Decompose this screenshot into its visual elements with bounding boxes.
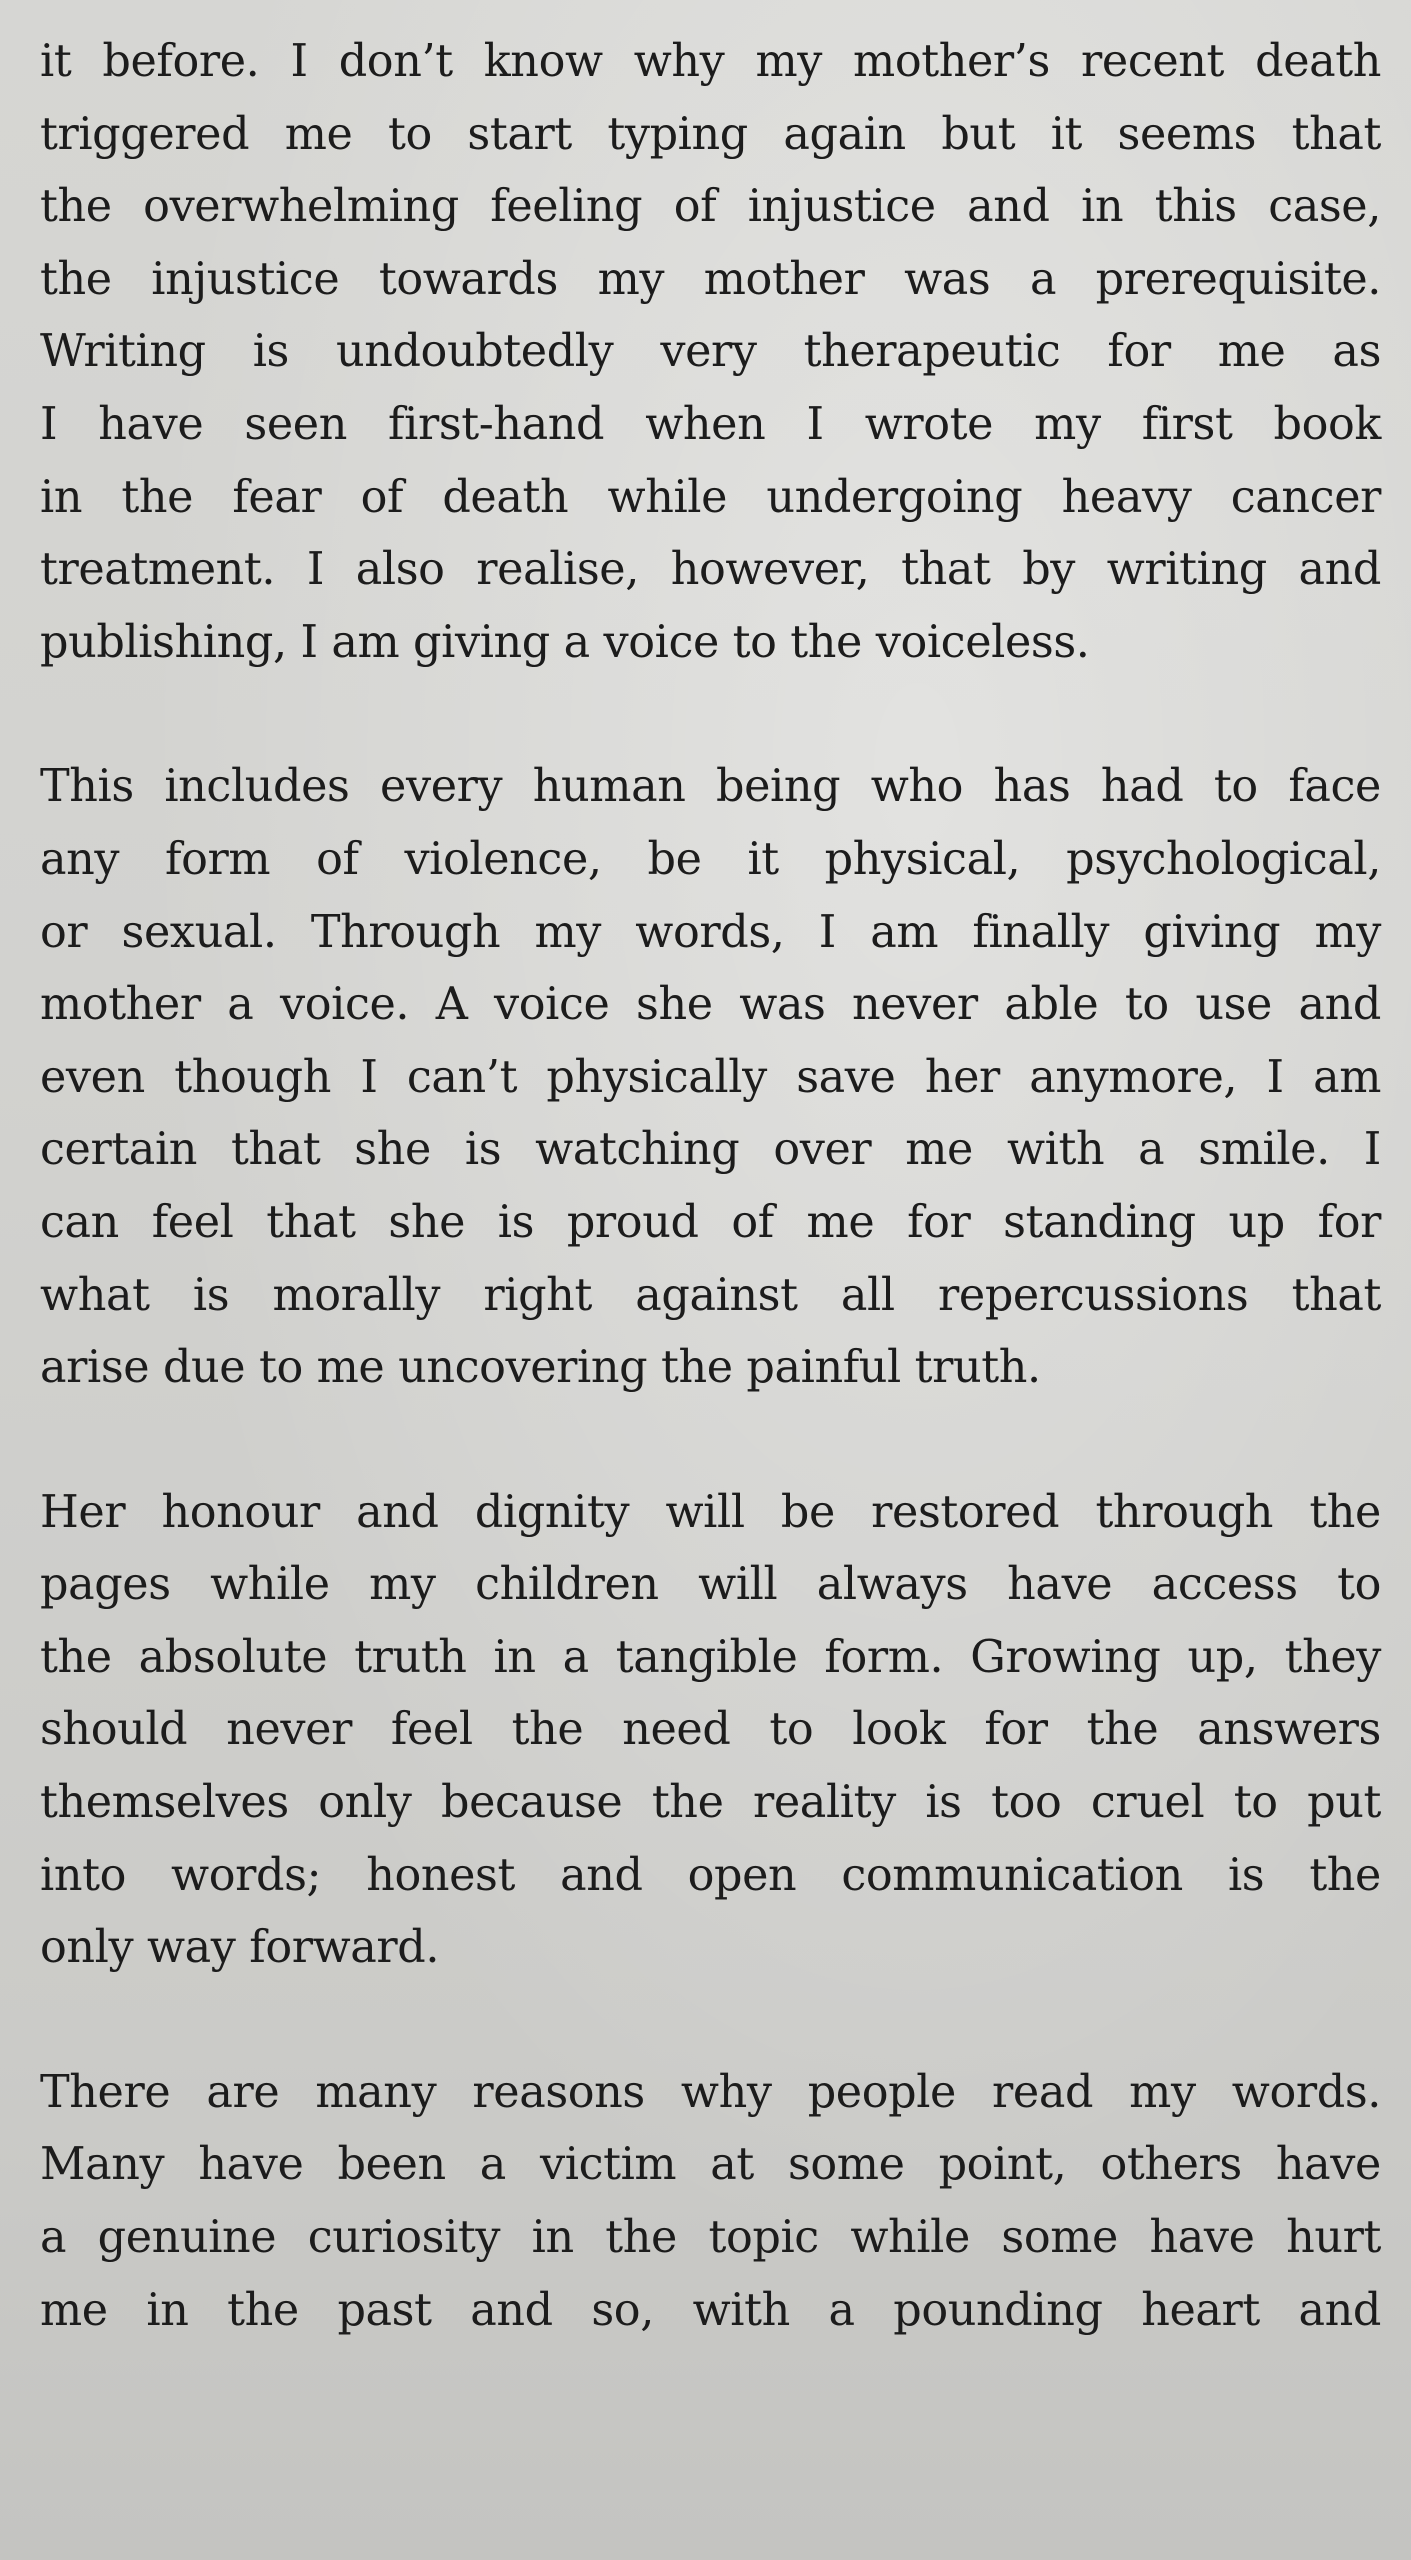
text-line: triggered me to start typing again but it seems that <box>40 108 1381 160</box>
text-line: Many have been a victim at some point, others have <box>40 2139 1381 2191</box>
text-line: mother a voice. A voice she was never able to use and <box>40 979 1381 1031</box>
text-line: me in the past and so, with a pounding heart and <box>40 2284 1381 2336</box>
text-line: treatment. I also realise, however, that by writing and <box>40 544 1381 596</box>
text-line: into words; honest and open communication is the <box>40 1849 1381 1901</box>
text-line: I have seen first-hand when I wrote my first book <box>40 398 1381 450</box>
text-line: Writing is undoubtedly very therapeutic for me as <box>40 326 1381 378</box>
text-line: only way forward. <box>40 1922 440 1974</box>
paragraph-3 <box>40 1477 1381 1985</box>
text-line: pages while my children will always have access to <box>40 1559 1381 1611</box>
text-line: can feel that she is proud of me for standing up for <box>40 1196 1381 1248</box>
text-line: the absolute truth in a tangible form. Growing up, they <box>40 1631 1381 1683</box>
text-line: There are many reasons why people read my words. <box>40 2066 1381 2118</box>
paragraph-4 <box>40 2057 1381 2347</box>
paragraph-1 <box>40 26 1381 679</box>
text-line: themselves only because the reality is too cruel to put <box>40 1777 1381 1829</box>
text-line: This includes every human being who has had to face <box>40 761 1381 813</box>
text-line: the overwhelming feeling of injustice and in this case, <box>40 181 1381 233</box>
text-line: what is morally right against all repercussions that <box>40 1269 1381 1321</box>
text-line: a genuine curiosity in the topic while some have hurt <box>40 2212 1381 2264</box>
text-line: the injustice towards my mother was a prerequisite. <box>40 253 1381 305</box>
text-line: it before. I don’t know why my mother’s recent death <box>40 36 1381 87</box>
text-line: even though I can’t physically save her anymore, I am <box>40 1051 1381 1103</box>
text-line: certain that she is watching over me with a smile. I <box>40 1124 1381 1176</box>
paragraph-2 <box>40 751 1381 1404</box>
text-line: Her honour and dignity will be restored through the <box>40 1486 1381 1538</box>
text-line: publishing, I am giving a voice to the voiceless. <box>40 616 1090 668</box>
text-line: any form of violence, be it physical, psychological, <box>40 833 1381 885</box>
text-line: should never feel the need to look for the answers <box>40 1704 1381 1756</box>
text-line: or sexual. Through my words, I am finally giving my <box>40 906 1381 958</box>
text-line: in the fear of death while undergoing heavy cancer <box>40 471 1381 523</box>
text-line: arise due to me uncovering the painful truth. <box>40 1342 1041 1394</box>
